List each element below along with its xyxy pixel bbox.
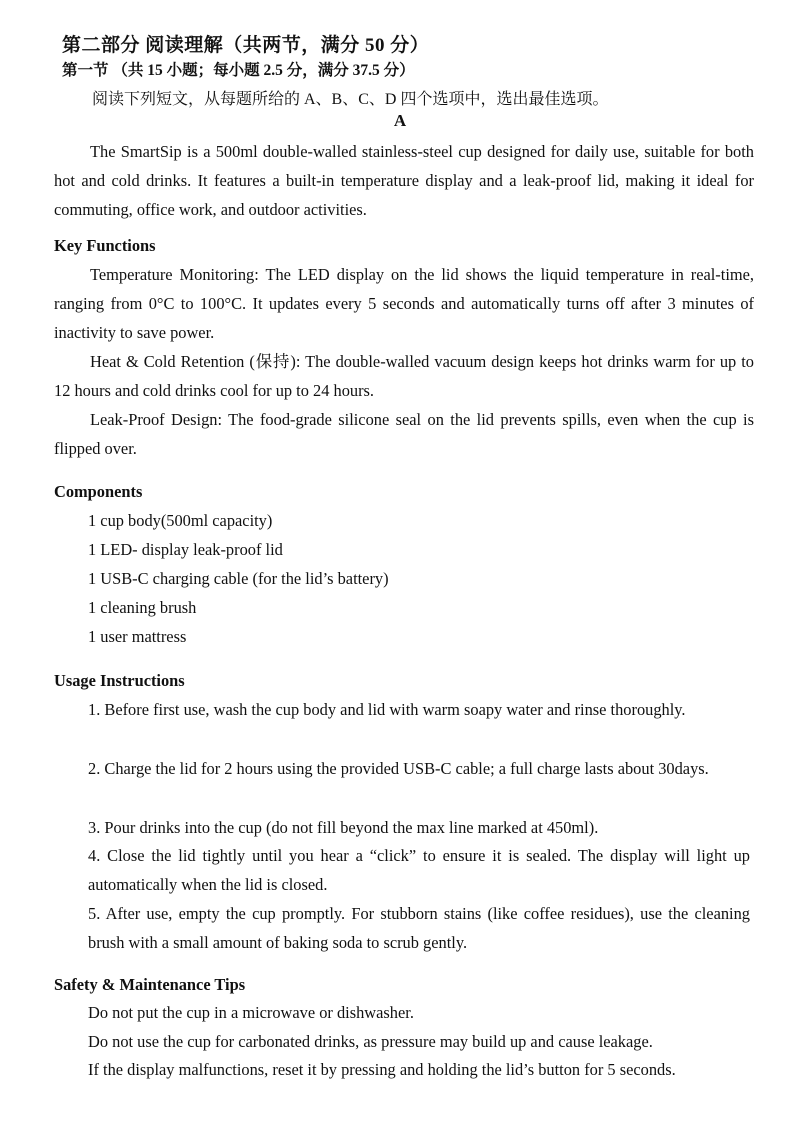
instruction: 阅读下列短文，从每题所给的 A、B、C、D 四个选项中，选出最佳选项。	[92, 91, 609, 108]
function-text: Leak-Proof Design: The food-grade silicone seal on the lid prevents spills, even when the cup is flipped over.	[54, 410, 754, 458]
usage-step: 2. Charge the lid for 2 hours using the provided USB-C cable; a full charge lasts about 30days.	[88, 759, 709, 778]
passage-letter: A	[393, 111, 407, 130]
component-item: 1 LED- display leak-proof lid	[88, 540, 283, 559]
part-title: 第二部分 阅读理解（共两节，满分 50 分）	[62, 35, 430, 56]
function-paragraph	[54, 347, 754, 405]
function-paragraph	[54, 405, 754, 463]
function-text: Heat & Cold Retention (保持): The double-walled vacuum design keeps hot drinks warm for up to 12 hours and cold drinks cool for up to 24 hours.	[54, 352, 754, 400]
usage-heading: Usage Instructions	[54, 671, 185, 690]
safety-tip: If the display malfunctions, reset it by pressing and holding the lid’s button for 5 seconds.	[88, 1060, 676, 1079]
component-item: 1 user mattress	[88, 627, 187, 646]
function-paragraph	[54, 260, 754, 347]
components-heading: Components	[54, 482, 143, 501]
component-item: 1 cleaning brush	[88, 598, 197, 617]
usage-step: 5. After use, empty the cup promptly. For stubborn stains (like coffee residues), use the cleaning brush with a small amount of baking soda to scrub gently.	[88, 904, 750, 952]
component-item: 1 USB-C charging cable (for the lid’s battery)	[88, 569, 389, 588]
usage-step: 4. Close the lid tightly until you hear a “click” to ensure it is sealed. The display will light up automatically when the lid is closed.	[88, 846, 750, 894]
section-title: 第一节 （共 15 小题；每小题 2.5 分，满分 37.5 分）	[62, 62, 415, 79]
intro-paragraph	[54, 137, 754, 224]
function-text: Temperature Monitoring: The LED display on the lid shows the liquid temperature in real-time, ranging from 0°C to 100°C. It updates every 5 seconds and automatically turns off after 3 minutes of inactivity to save power.	[54, 265, 754, 342]
safety-heading: Safety & Maintenance Tips	[54, 975, 246, 994]
intro-text: The SmartSip is a 500ml double-walled stainless-steel cup designed for daily use, suitable for both hot and cold drinks. It features a built-in temperature display and a leak-proof lid, making it ideal for commuting, office work, and outdoor activities.	[54, 142, 754, 219]
component-item: 1 cup body(500ml capacity)	[88, 511, 273, 530]
usage-step: 3. Pour drinks into the cup (do not fill beyond the max line marked at 450ml).	[88, 818, 599, 837]
safety-tip: Do not use the cup for carbonated drinks, as pressure may build up and cause leakage.	[88, 1032, 653, 1051]
usage-step: 1. Before first use, wash the cup body and lid with warm soapy water and rinse thoroughly.	[88, 700, 686, 719]
safety-tip: Do not put the cup in a microwave or dishwasher.	[88, 1003, 414, 1022]
key-functions-heading: Key Functions	[54, 236, 156, 255]
